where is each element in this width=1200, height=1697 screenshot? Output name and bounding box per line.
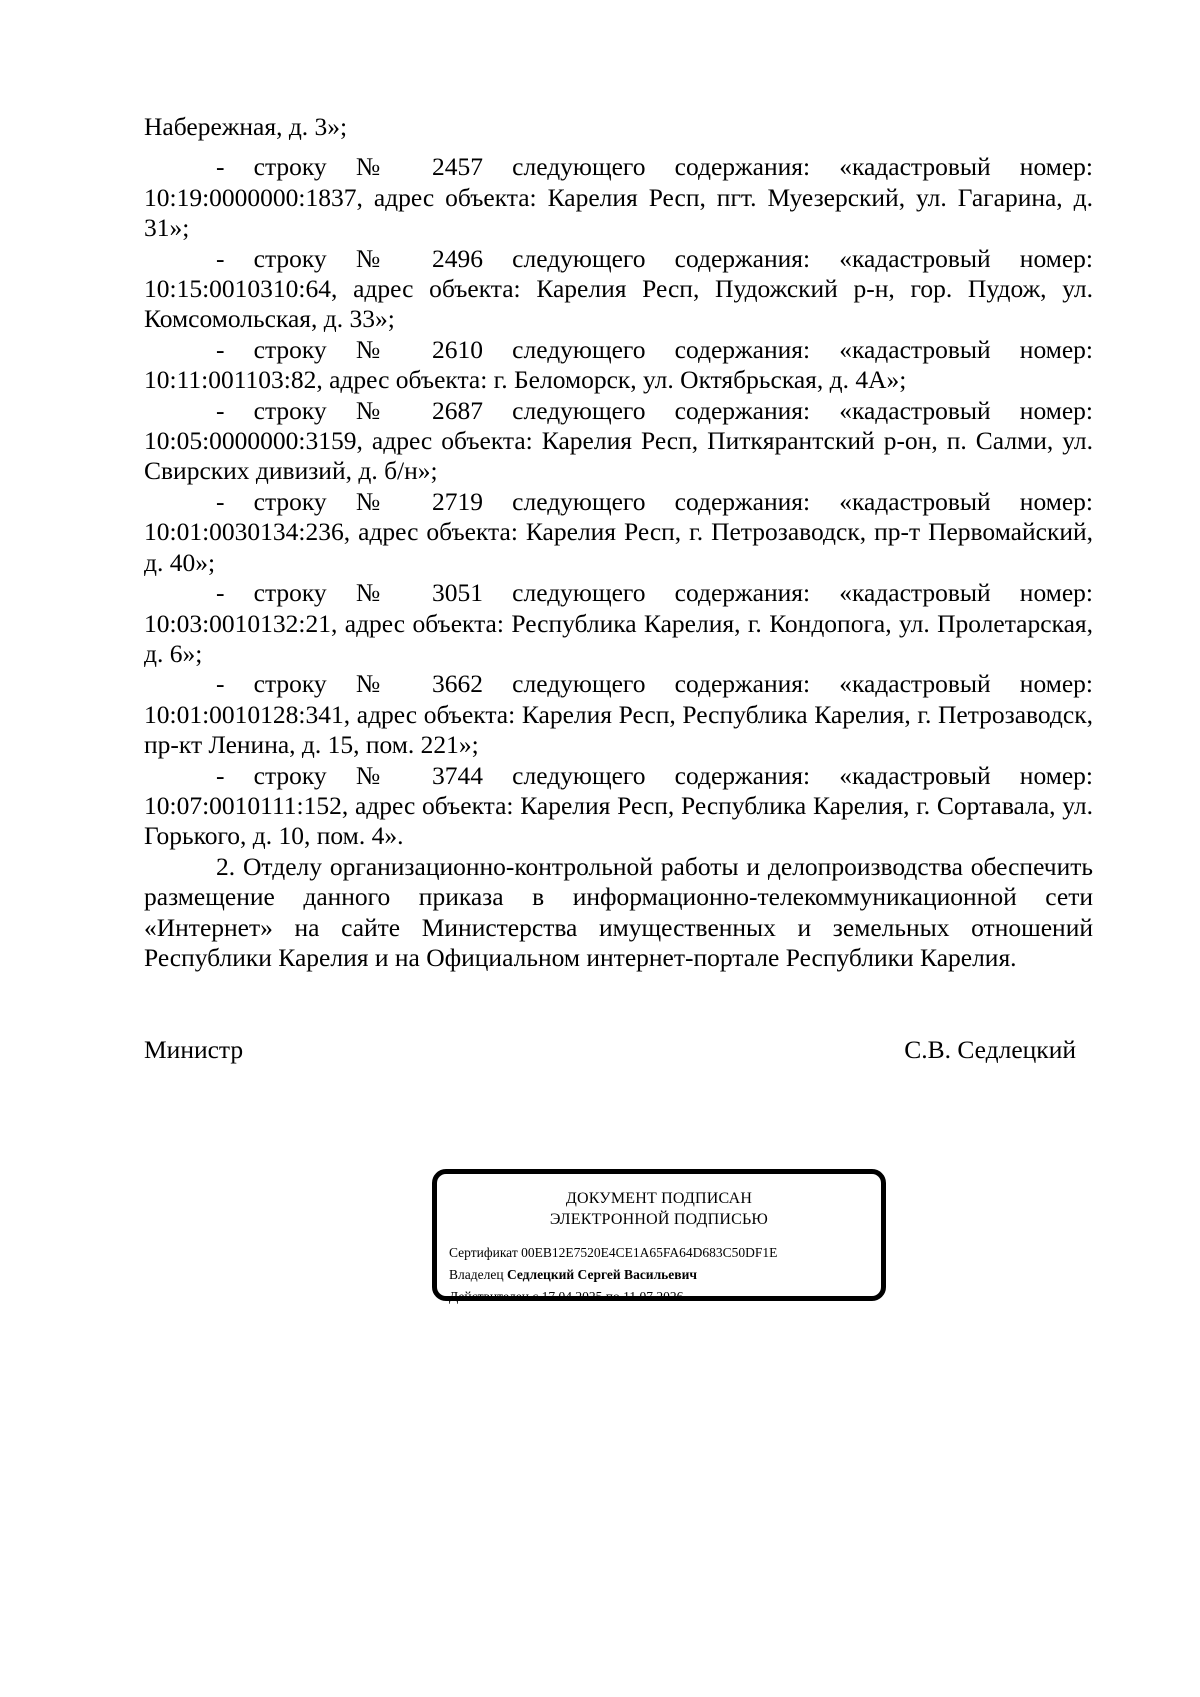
stamp-owner xyxy=(449,1264,881,1286)
valid-to: 11.07.2026 xyxy=(623,1289,684,1304)
stamp-certificate xyxy=(449,1242,881,1264)
owner-value: Седлецкий Сергей Васильевич xyxy=(506,1267,697,1282)
document-body xyxy=(144,112,1093,973)
list-item: - строку № 2610 следующего содержания: «кадастровый номер: 10:11:001103:82, адрес объекта: г. Беломорск, ул. Октябрьская, д. 4А»; xyxy=(144,334,1093,395)
stamp-title-line: ДОКУМЕНТ ПОДПИСАН xyxy=(565,1190,753,1207)
signatory-name: С.В. Седлецкий xyxy=(904,1035,1076,1064)
owner-label: Владелец xyxy=(449,1267,504,1282)
paragraph-2: 2. Отделу организационно-контрольной работы и делопроизводства обеспечить размещение данного приказа в информационно-телекоммуникационной сети «Интернет» на сайте Министерства имущественных и земельных отношений Республики Карелия и на Официальном интернет-портале Республики Карелия. xyxy=(144,851,1093,972)
list-item: - строку № 2719 следующего содержания: «кадастровый номер: 10:01:0030134:236, адрес объекта: Карелия Респ, г. Петрозаводск, пр-т Первомайский, д. 40»; xyxy=(144,486,1093,577)
stamp-title xyxy=(437,1188,881,1230)
valid-from: 17.04.2025 xyxy=(541,1289,603,1304)
electronic-signature-stamp xyxy=(432,1169,886,1304)
signature-row xyxy=(144,1035,1076,1065)
list-item: - строку № 2687 следующего содержания: «кадастровый номер: 10:05:0000000:3159, адрес объекта: Карелия Респ, Питкярантский р-он, п. Салми, ул. Свирских дивизий, д. б/н»; xyxy=(144,395,1093,486)
valid-to-label: по xyxy=(605,1289,620,1304)
list-item: - строку № 3051 следующего содержания: «кадастровый номер: 10:03:0010132:21, адрес объекта: Республика Карелия, г. Кондопога, ул. Пролетарская, д. 6»; xyxy=(144,578,1093,668)
stamp-title-line: ЭЛЕКТРОННОЙ ПОДПИСЬЮ xyxy=(549,1211,769,1228)
stamp-details xyxy=(437,1242,881,1308)
signatory-position: Министр xyxy=(144,1035,244,1064)
list-item: - строку № 3662 следующего содержания: «кадастровый номер: 10:01:0010128:341, адрес объекта: Карелия Респ, Республика Карелия, г. Петрозаводск, пр-кт Ленина, д. 15, пом. 221»; xyxy=(144,669,1093,760)
intro-line: Набережная, д. 3»; xyxy=(144,112,348,141)
valid-label: Действителен с xyxy=(449,1289,539,1304)
list-item: - строку № 3744 следующего содержания: «кадастровый номер: 10:07:0010111:152, адрес объекта: Карелия Респ, Республика Карелия, г. Сортавала, ул. Горького, д. 10, пом. 4». xyxy=(144,760,1093,851)
stamp-validity xyxy=(449,1286,881,1308)
certificate-value: 00EB12E7520E4CE1A65FA64D683C50DF1E xyxy=(521,1245,778,1260)
certificate-label: Сертификат xyxy=(449,1245,518,1260)
list-item: - строку № 2496 следующего содержания: «кадастровый номер: 10:15:0010310:64, адрес объекта: Карелия Респ, Пудожский р-н, гор. Пудож, ул. Комсомольская, д. 33»; xyxy=(144,243,1093,334)
list-item: - строку № 2457 следующего содержания: «кадастровый номер: 10:19:0000000:1837, адрес объекта: Карелия Респ, пгт. Муезерский, ул. Гагарина, д. 31»; xyxy=(144,152,1093,243)
